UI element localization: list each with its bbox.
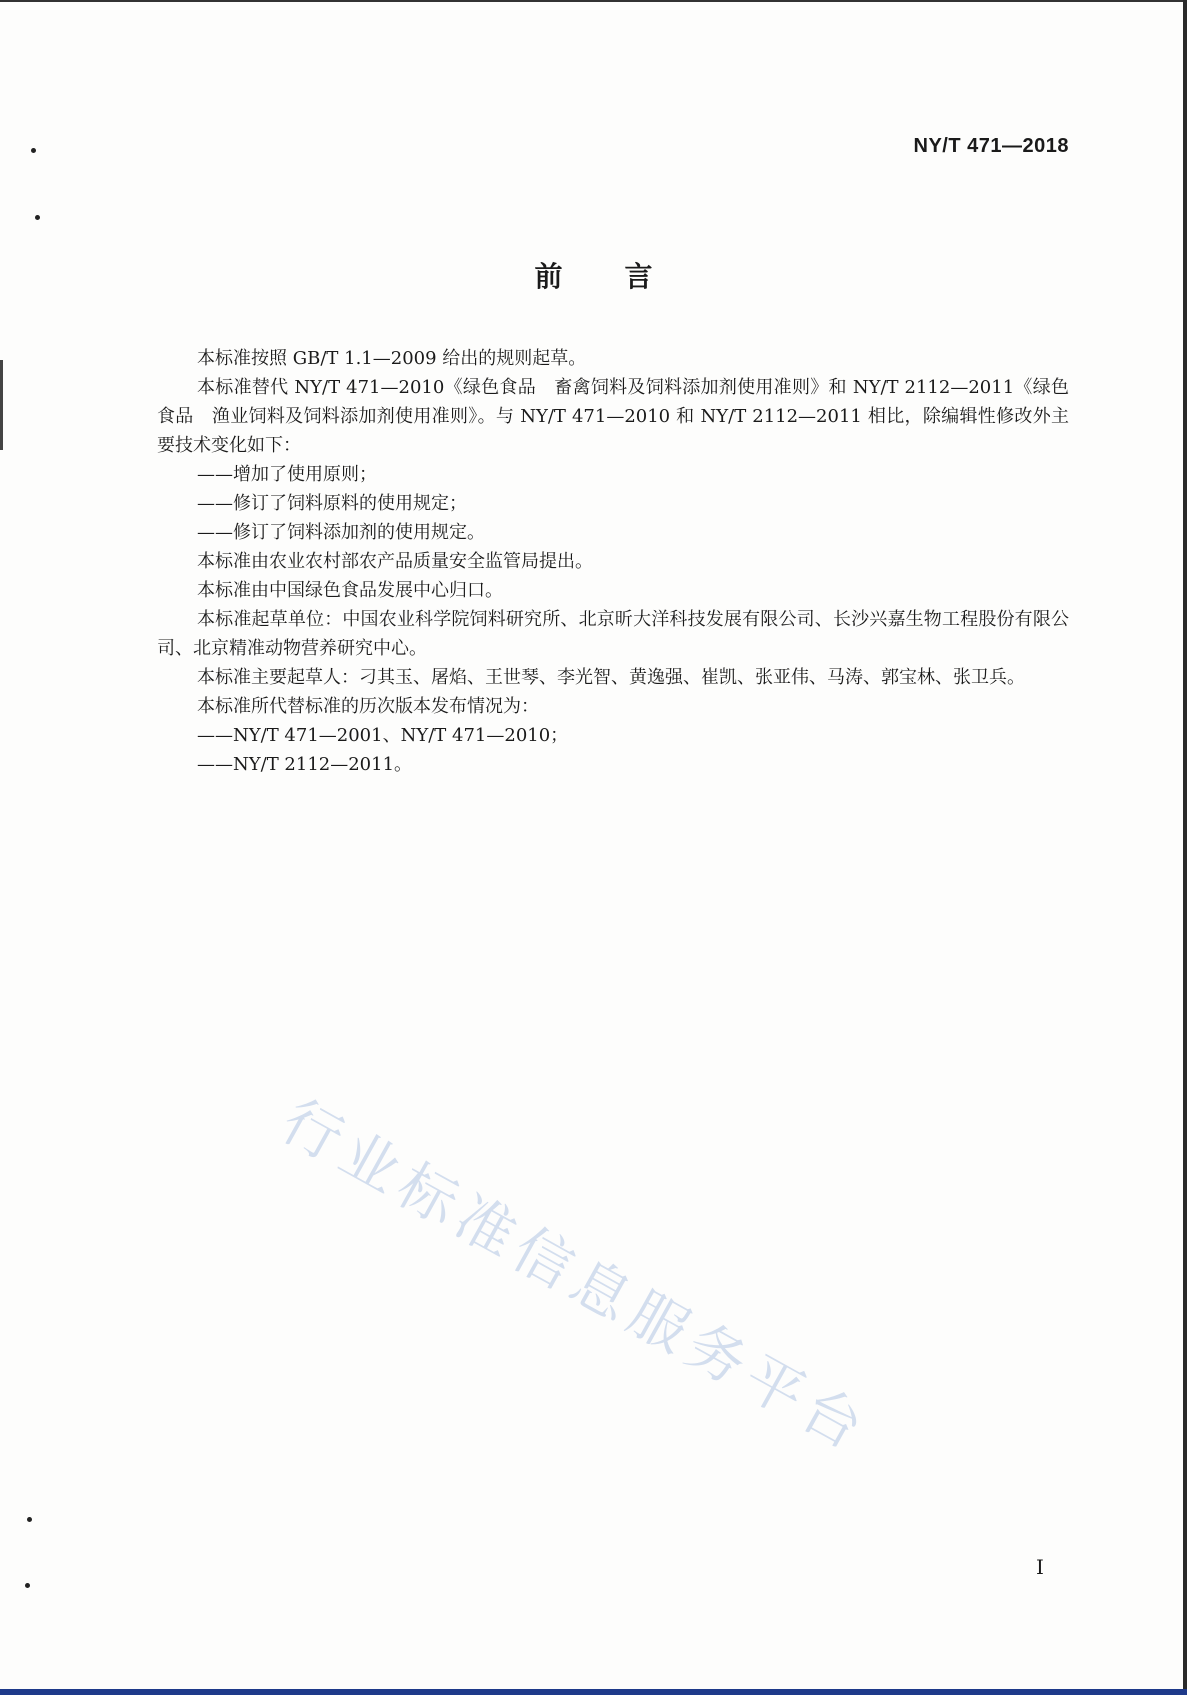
scan-edge-top	[0, 0, 1187, 2]
change-item: ——增加了使用原则；	[197, 464, 377, 485]
paragraph-centralized: 本标准由中国绿色食品发展中心归口。	[197, 580, 503, 601]
paragraph-drafters: 本标准主要起草人：刁其玉、屠焰、王世琴、李光智、黄逸强、崔凯、张亚伟、马涛、郭宝林、张卫兵。	[197, 667, 1025, 688]
scan-edge-bottom	[0, 1689, 1187, 1695]
history-item: ——NY/T 2112—2011。	[197, 754, 413, 775]
watermark-text: 行业标准信息服务平台	[270, 1086, 881, 1466]
change-item: ——修订了饲料原料的使用规定；	[197, 493, 467, 514]
paragraph-replacement: 本标准替代 NY/T 471—2010《绿色食品 畜禽饲料及饲料添加剂使用准则》和 NY/T 2112—2011《绿色食品 渔业饲料及饲料添加剂使用准则》。与 NY/T 471—2010 和 NY/T 2112—2011 相比，除编辑性修改外主要技术变化如下：	[157, 377, 1069, 456]
document-code: NY/T 471—2018	[913, 135, 1069, 157]
page-number: I	[1036, 1555, 1044, 1579]
title-char-1: 前	[534, 260, 563, 293]
binding-hole-dot	[31, 148, 36, 153]
binding-hole-dot	[25, 1583, 30, 1588]
paragraph-drafting-rules: 本标准按照 GB/T 1.1—2009 给出的规则起草。	[197, 348, 587, 369]
page-title	[0, 255, 1187, 295]
paragraph-drafting-units: 本标准起草单位：中国农业科学院饲料研究所、北京昕大洋科技发展有限公司、长沙兴嘉生物工程股份有限公司、北京精准动物营养研究中心。	[157, 609, 1069, 659]
binding-hole-dot	[35, 215, 40, 220]
scan-edge-left	[0, 360, 3, 450]
paragraph-proposer: 本标准由农业农村部农产品质量安全监管局提出。	[197, 551, 593, 572]
binding-hole-dot	[27, 1517, 32, 1522]
change-item: ——修订了饲料添加剂的使用规定。	[197, 522, 485, 543]
title-char-2: 言	[624, 260, 653, 293]
history-item: ——NY/T 471—2001、NY/T 471—2010；	[197, 725, 569, 746]
paragraph-history-intro: 本标准所代替标准的历次版本发布情况为：	[197, 696, 539, 717]
foreword-body	[157, 344, 1069, 779]
